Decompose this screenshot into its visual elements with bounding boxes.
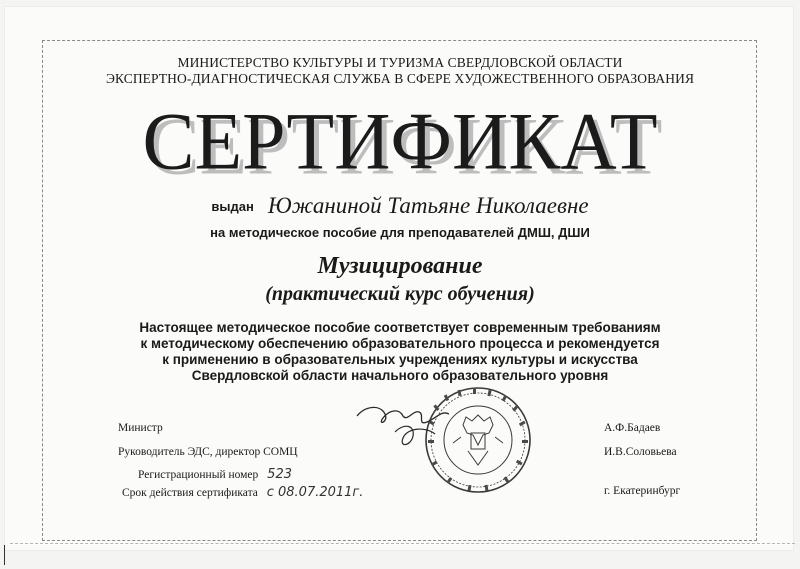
body-line-2: к методическому обеспечению образовательного процесса и рекомендуется xyxy=(140,336,660,351)
registration-number-row xyxy=(138,467,292,482)
ministry-line-1: МИНИСТЕРСТВО КУЛЬТУРЫ И ТУРИЗМА СВЕРДЛОВСКОЙ ОБЛАСТИ xyxy=(177,55,623,70)
body-line-4: Свердловской области начального образовательного уровня xyxy=(191,368,609,383)
registration-number-value: 523 xyxy=(267,467,292,482)
validity-value: с 08.07.2011г. xyxy=(266,485,364,500)
recipient-line xyxy=(0,193,800,219)
issued-label: выдан xyxy=(211,198,254,214)
validity-label: Срок действия сертификата xyxy=(122,487,258,499)
work-subtitle: (практический курс обучения) xyxy=(265,283,535,305)
head-title: Руководитель ЭДС, директор СОМЦ xyxy=(118,446,298,458)
page-edge-line xyxy=(10,543,795,544)
recipient-name: Южаниной Татьяне Николаевне xyxy=(267,193,589,218)
body-paragraph xyxy=(0,320,800,384)
body-line-3: к применению в образовательных учреждениях культуры и искусства xyxy=(162,352,638,367)
body-line-1: Настоящее методическое пособие соответствует современным требованиям xyxy=(139,320,661,335)
registration-number-label: Регистрационный номер xyxy=(138,469,259,481)
certificate-title: СЕРТИФИКАТ xyxy=(142,94,658,187)
city-text: г. Екатеринбург xyxy=(604,485,681,497)
head-name: И.В.Соловьева xyxy=(604,446,677,458)
work-title: Музицирование xyxy=(317,253,483,279)
scan-mark xyxy=(4,545,5,565)
minister-name: А.Ф.Бадаев xyxy=(604,422,661,434)
purpose-text: на методическое пособие для преподавателей ДМШ, ДШИ xyxy=(210,225,590,240)
signature-icon xyxy=(355,396,485,456)
ministry-line-2: ЭКСПЕРТНО-ДИАГНОСТИЧЕСКАЯ СЛУЖБА В СФЕРЕ ХУДОЖЕСТВЕННОГО ОБРАЗОВАНИЯ xyxy=(105,71,695,86)
validity-row xyxy=(122,485,363,500)
minister-title: Министр xyxy=(118,422,163,434)
